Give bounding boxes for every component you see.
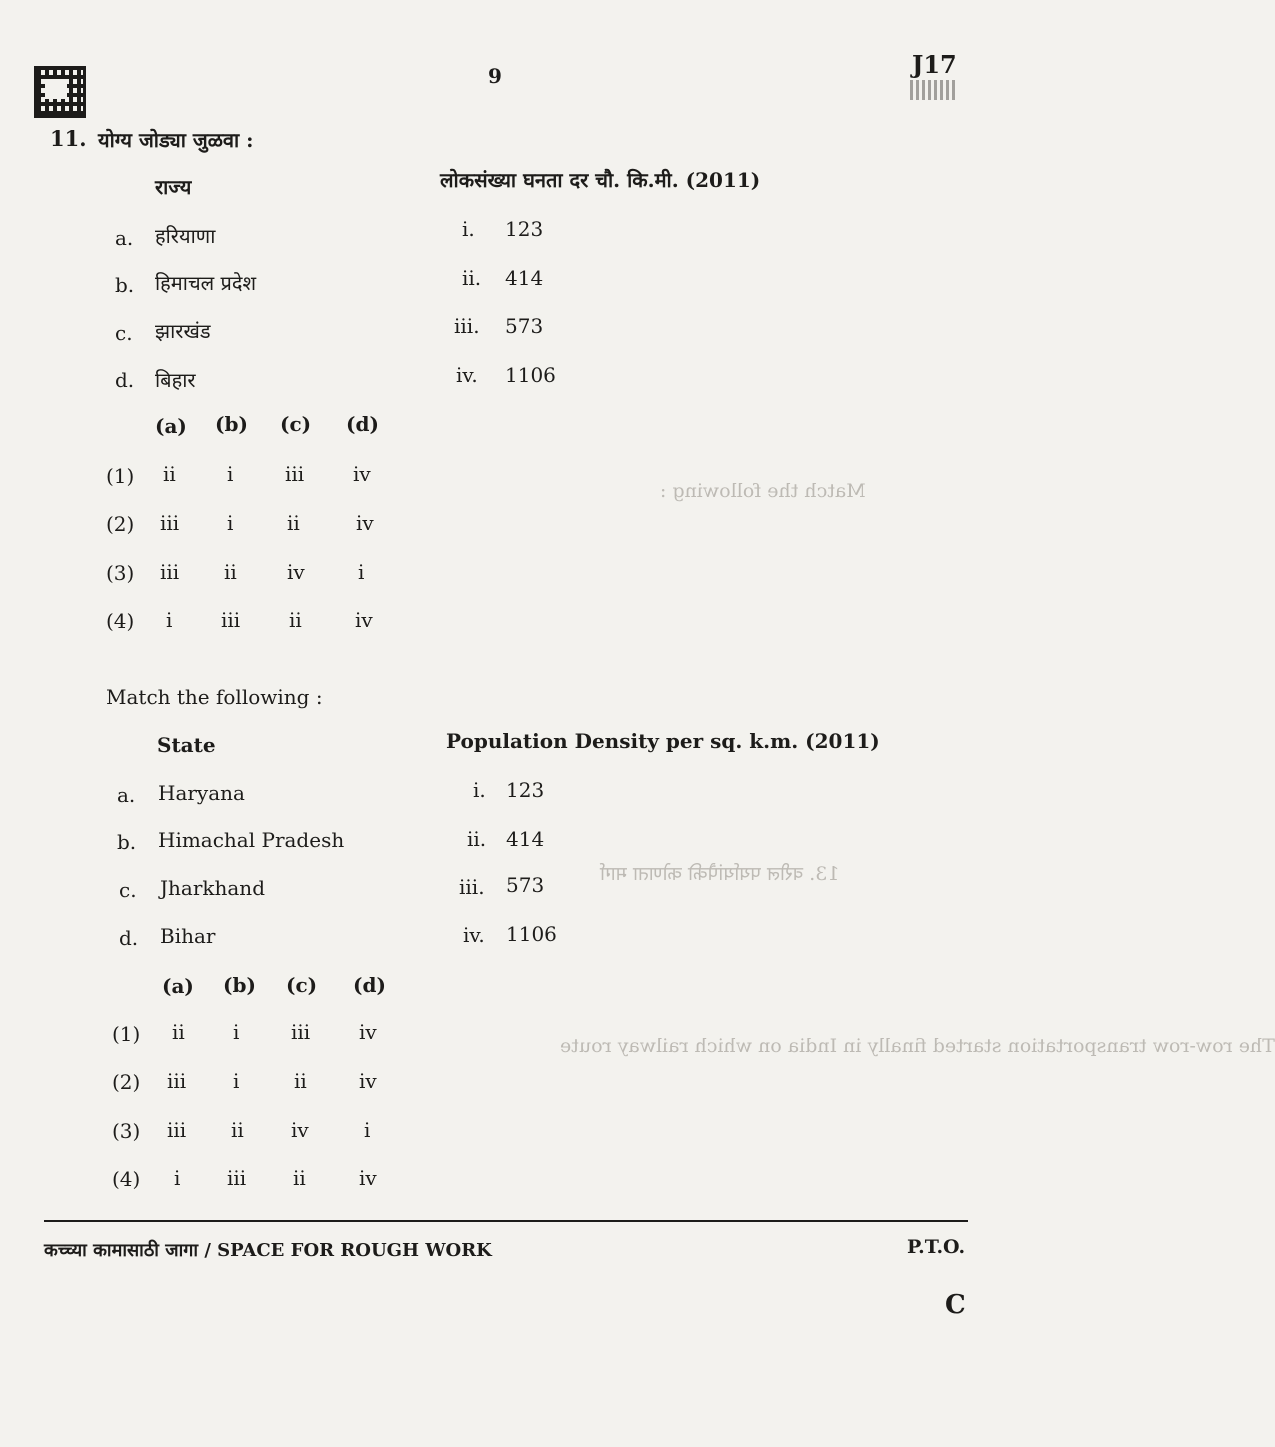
code-barcode-image: [910, 80, 956, 100]
item-text: हरियाणा: [155, 224, 216, 248]
footer-divider: [44, 1220, 968, 1222]
value-number: 573: [505, 314, 544, 338]
option-value: iii: [160, 560, 180, 584]
question-prompt-marathi: योग्य जोड्या जुळवा :: [98, 128, 254, 152]
option-head: (a): [155, 414, 187, 438]
option-value: iii: [285, 462, 305, 486]
item-text: झारखंड: [155, 319, 211, 343]
option-value: i: [358, 560, 365, 584]
option-value: iii: [167, 1118, 187, 1142]
value-number: 123: [505, 217, 544, 241]
item-text: Himachal Pradesh: [158, 828, 345, 852]
value-label: iii.: [459, 875, 485, 899]
option-number[interactable]: (1): [106, 464, 135, 488]
option-value: iv: [356, 511, 374, 535]
option-value: ii: [172, 1020, 185, 1044]
series-letter: C: [945, 1290, 966, 1320]
value-number: 414: [506, 827, 545, 851]
item-text: बिहार: [155, 368, 196, 392]
option-number[interactable]: (2): [112, 1070, 141, 1094]
value-number: 1106: [505, 363, 556, 387]
option-value: iv: [353, 462, 371, 486]
item-label: a.: [115, 226, 134, 250]
option-value: ii: [163, 462, 176, 486]
option-value: i: [174, 1166, 181, 1190]
value-label: i.: [462, 217, 475, 241]
option-value: iii: [227, 1166, 247, 1190]
option-value: iii: [167, 1069, 187, 1093]
option-value: i: [233, 1069, 240, 1093]
option-head: (b): [223, 973, 256, 997]
rough-work-label: कच्च्या कामासाठी जागा / SPACE FOR ROUGH WORK: [44, 1240, 492, 1261]
option-head: (c): [286, 973, 318, 997]
question-prompt-english: Match the following :: [106, 685, 323, 709]
value-number: 1106: [506, 922, 557, 946]
bleed-through-text: Match the following :: [660, 480, 866, 502]
option-value: i: [166, 608, 173, 632]
option-value: i: [364, 1118, 371, 1142]
item-text: Jharkhand: [160, 876, 265, 900]
option-value: iii: [221, 608, 241, 632]
item-label: d.: [119, 926, 139, 950]
option-value: ii: [289, 608, 302, 632]
item-label: c.: [119, 878, 137, 902]
option-value: ii: [224, 560, 237, 584]
item-label: d.: [115, 368, 135, 392]
item-text: Bihar: [160, 924, 216, 948]
option-value: iv: [355, 608, 373, 632]
item-label: b.: [115, 273, 135, 297]
option-value: ii: [294, 1069, 307, 1093]
option-number[interactable]: (1): [112, 1022, 141, 1046]
bleed-through-text: The row-row transportation started finally in India on which railway route: [560, 1035, 1275, 1057]
value-label: iv.: [463, 923, 485, 947]
item-label: b.: [117, 830, 137, 854]
value-label: ii.: [467, 827, 487, 851]
option-value: i: [233, 1020, 240, 1044]
value-number: 573: [506, 873, 545, 897]
option-number[interactable]: (2): [106, 512, 135, 536]
option-number[interactable]: (3): [112, 1119, 141, 1143]
option-value: iii: [160, 511, 180, 535]
item-label: a.: [117, 783, 136, 807]
option-head: (a): [162, 974, 194, 998]
option-value: iv: [359, 1020, 377, 1044]
option-head: (c): [280, 412, 312, 436]
option-value: ii: [293, 1166, 306, 1190]
option-number[interactable]: (4): [112, 1167, 141, 1191]
value-label: iii.: [454, 314, 480, 338]
column-head-state-marathi: राज्य: [155, 175, 192, 199]
value-label: ii.: [462, 266, 482, 290]
paper-code: J17: [912, 50, 957, 79]
option-head: (b): [215, 412, 248, 436]
barcode-image: [34, 66, 86, 118]
option-value: ii: [231, 1118, 244, 1142]
option-value: iii: [291, 1020, 311, 1044]
option-value: iv: [287, 560, 305, 584]
column-head-state: State: [157, 733, 216, 757]
pto-label: P.T.O.: [907, 1236, 966, 1258]
option-value: iv: [291, 1118, 309, 1142]
option-head: (d): [353, 973, 386, 997]
value-label: i.: [473, 778, 486, 802]
value-number: 414: [505, 266, 544, 290]
option-number[interactable]: (4): [106, 609, 135, 633]
option-number[interactable]: (3): [106, 561, 135, 585]
page-number: 9: [488, 64, 502, 88]
bleed-through-text: 13. वरील पर्यायांपैकी कोणता मार्ग: [600, 863, 840, 885]
question-number: 11.: [50, 126, 87, 151]
option-value: ii: [287, 511, 300, 535]
option-value: i: [227, 511, 234, 535]
option-head: (d): [346, 412, 379, 436]
value-number: 123: [506, 778, 545, 802]
item-label: c.: [115, 321, 133, 345]
option-value: iv: [359, 1166, 377, 1190]
option-value: i: [227, 462, 234, 486]
value-label: iv.: [456, 363, 478, 387]
column-head-density-marathi: लोकसंख्या घनता दर चौ. कि.मी. (2011): [440, 168, 761, 192]
column-head-density: Population Density per sq. k.m. (2011): [446, 729, 880, 753]
item-text: हिमाचल प्रदेश: [155, 271, 257, 295]
option-value: iv: [359, 1069, 377, 1093]
item-text: Haryana: [158, 781, 245, 805]
